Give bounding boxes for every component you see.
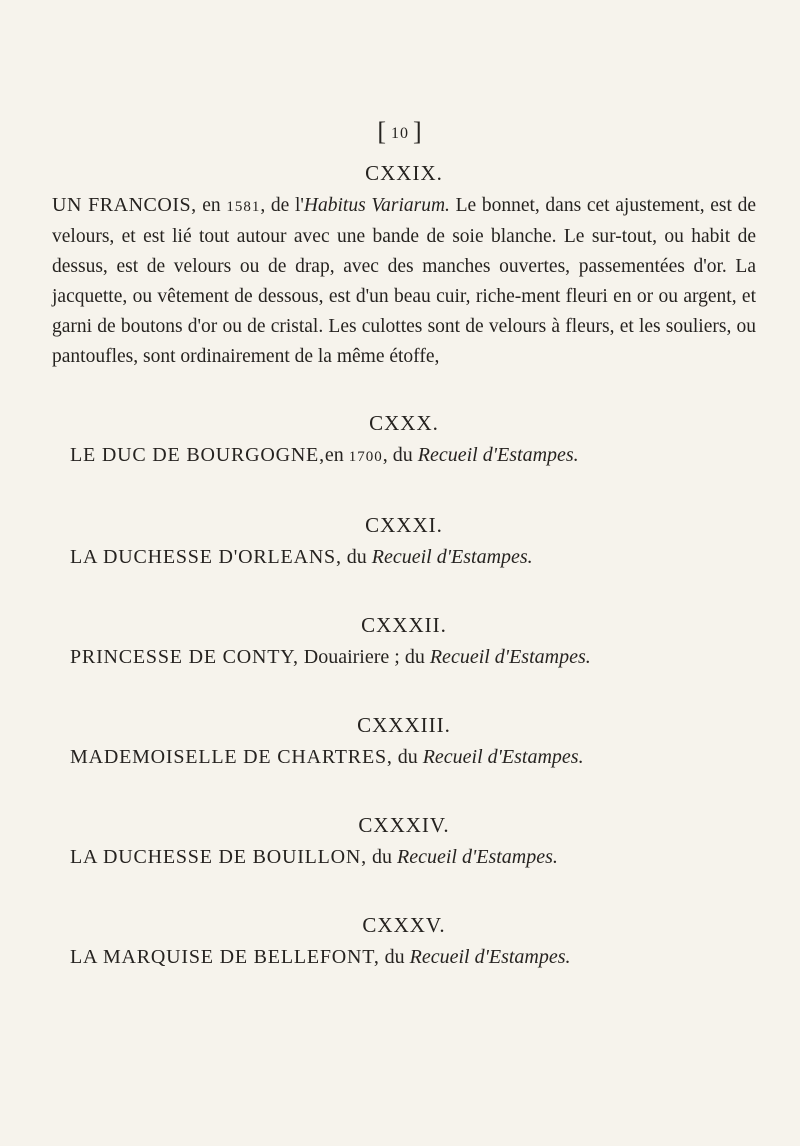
page-number-open-bracket: [ <box>377 117 387 146</box>
entry-caption <box>52 542 756 572</box>
entry-numeral: CXXXI. <box>365 513 443 537</box>
entry-text: en <box>196 195 227 216</box>
entry-source-title: Habitus Variarum. <box>303 195 450 216</box>
entry-text: en <box>324 444 349 466</box>
entry-numeral: CXXXV. <box>362 913 446 937</box>
entry-cxxxiii <box>52 710 756 772</box>
entry-text: du <box>341 546 372 568</box>
entry-source-title: Recueil d'Estampes. <box>422 746 584 768</box>
entry-text: Le bonnet, dans cet ajustement, est de velours, et est lié tout autour avec une bande de soie blanche. Le sur-tout, ou habit de dessus, est de velours ou de drap, avec des manches ouvertes, passementées d'or. La jacquette, ou vêtement de dessous, est d'un beau cuir, riche-ment fleuri en or ou argent, et garni de boutons d'or ou de cristal. Les culottes sont de velours à fleurs, et les souliers, ou pantoufles, sont ordinairement de la même étoffe, <box>52 195 757 367</box>
page-content <box>52 158 756 972</box>
entry-cxxxiv <box>52 810 756 872</box>
entry-lead: MADEMOISELLE DE CHARTRES, <box>70 746 393 768</box>
entry-source-title: Recueil d'Estampes. <box>409 946 571 968</box>
page-number-value: 10 <box>391 125 409 142</box>
entry-lead: LA DUCHESSE D'ORLEANS, <box>70 546 342 568</box>
entry-cxxx <box>52 408 756 472</box>
entry-text: du <box>392 746 423 768</box>
entry-cxxxi <box>52 510 756 572</box>
entry-text: , de l' <box>260 195 304 216</box>
entry-lead: LA MARQUISE DE BELLEFONT, <box>70 946 380 968</box>
entry-source-title: Recueil d'Estampes. <box>417 444 579 466</box>
entry-cxxxv <box>52 910 756 972</box>
entry-text: du <box>379 946 410 968</box>
entry-numeral: CXXIX. <box>365 161 443 185</box>
page-number-close-bracket: ] <box>413 117 423 146</box>
entry-cxxxii <box>52 610 756 672</box>
page-number <box>0 117 800 147</box>
entry-lead: UN FRANCOIS, <box>52 194 197 216</box>
entry-numeral: CXXXII. <box>361 613 447 637</box>
entry-source-title: Recueil d'Estampes. <box>371 546 533 568</box>
entry-caption <box>52 942 756 972</box>
entry-text: Douairiere ; du <box>298 646 430 668</box>
entry-lead: PRINCESSE DE CONTY, <box>70 646 299 668</box>
entry-source-title: Recueil d'Estampes. <box>429 646 591 668</box>
entry-description <box>52 190 756 372</box>
entry-numeral: CXXX. <box>369 411 439 435</box>
entry-caption <box>52 742 756 772</box>
entry-text: , du <box>382 444 418 466</box>
entry-numeral: CXXXIV. <box>358 813 450 837</box>
entry-caption <box>52 842 756 872</box>
entry-caption <box>52 642 756 672</box>
entry-source-title: Recueil d'Estampes. <box>396 846 558 868</box>
entry-caption <box>52 440 756 472</box>
entry-text: du <box>366 846 397 868</box>
entry-numeral: CXXXIII. <box>357 713 451 737</box>
entry-lead: LE DUC DE BOURGOGNE, <box>70 444 325 466</box>
entry-year: 1700 <box>348 449 383 465</box>
entry-lead: LA DUCHESSE DE BOUILLON, <box>70 846 367 868</box>
entry-year: 1581 <box>226 199 261 215</box>
entry-cxxix <box>52 158 756 372</box>
